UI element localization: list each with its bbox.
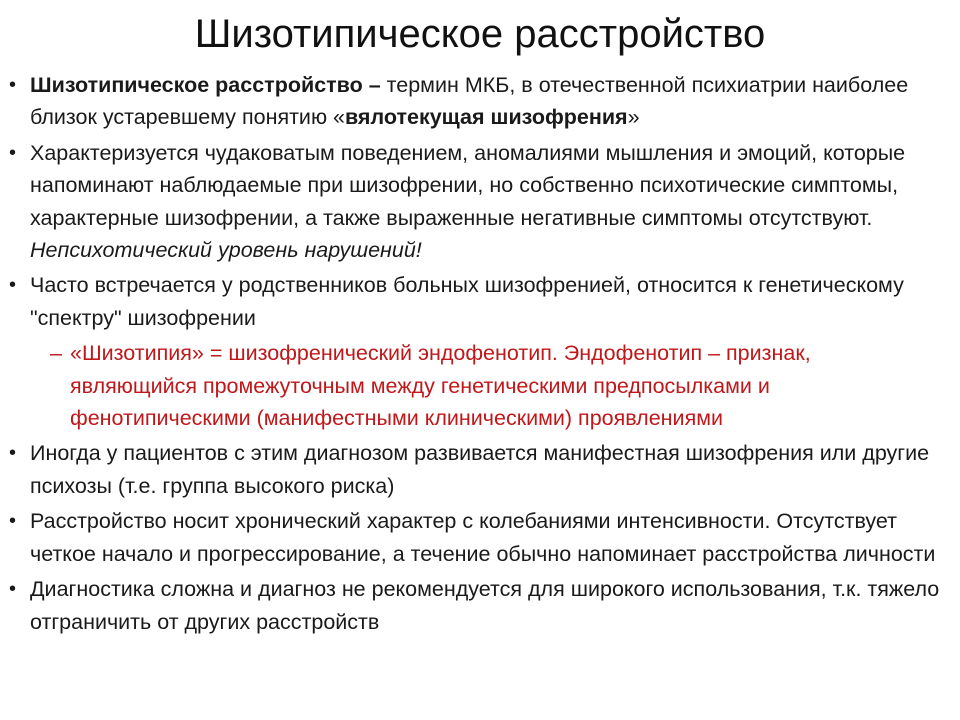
bullet-text: Иногда у пациентов с этим диагнозом развивается манифестная шизофрения или другие психозы (т.е. группа высокого риска) — [30, 441, 930, 498]
bullet-item-course — [0, 505, 960, 570]
bullet-marker: • — [9, 442, 17, 465]
bold-quote: вялотекущая шизофрения — [345, 105, 628, 130]
bullet-marker: • — [9, 141, 17, 164]
italic-emphasis: Непсихотический уровень нарушений! — [30, 238, 422, 263]
dash-marker: – — [50, 341, 62, 366]
sub-text: «Шизотипия» = шизофренический эндофенотип. Эндофенотип – признак, являющийся промежуточным между генетическими предпосылками и фенотипическими (манифестными клиническими) проявлениями — [70, 341, 811, 431]
bullet-text: Часто встречается у родственников больных шизофренией, относится к генетическому "спектру" шизофрении — [30, 273, 904, 330]
bullet-item-diagnostics — [0, 573, 960, 638]
bullet-text: Расстройство носит хронический характер с колебаниями интенсивности. Отсутствует четкое начало и прогрессирование, а течение обычно напоминает расстройства личности — [30, 509, 936, 566]
slide-title: Шизотипическое расстройство — [194, 12, 766, 56]
bullet-text: термин МКБ, в отечественной психиатрии наиболее близок устаревшему понятию « — [30, 73, 909, 130]
bullet-marker: • — [9, 274, 17, 297]
bullet-item-characteristics — [0, 137, 960, 267]
bullet-item-definition — [0, 69, 960, 134]
bullet-item-relatives — [0, 269, 960, 334]
bold-term: Шизотипическое расстройство – — [30, 73, 381, 97]
sub-item-schizotypy — [0, 337, 960, 434]
bullet-text: Характеризуется чудаковатым поведением, аномалиями мышления и эмоций, которые напоминают наблюдаемые при шизофрении, но собственно психотические симптомы, характерные шизофрении, а также выраженные негативные симптомы отсутствуют. — [30, 140, 906, 230]
bullet-text: Диагностика сложна и диагноз не рекомендуется для широкого использования, т.к. тяжело отграничить от других расстройств — [30, 577, 940, 634]
bullet-marker: • — [9, 578, 17, 601]
closing-quote: » — [627, 105, 640, 130]
slide-content — [0, 69, 960, 641]
bullet-marker: • — [9, 510, 17, 533]
bullet-marker: • — [9, 74, 17, 96]
bullet-item-risk — [0, 437, 960, 502]
